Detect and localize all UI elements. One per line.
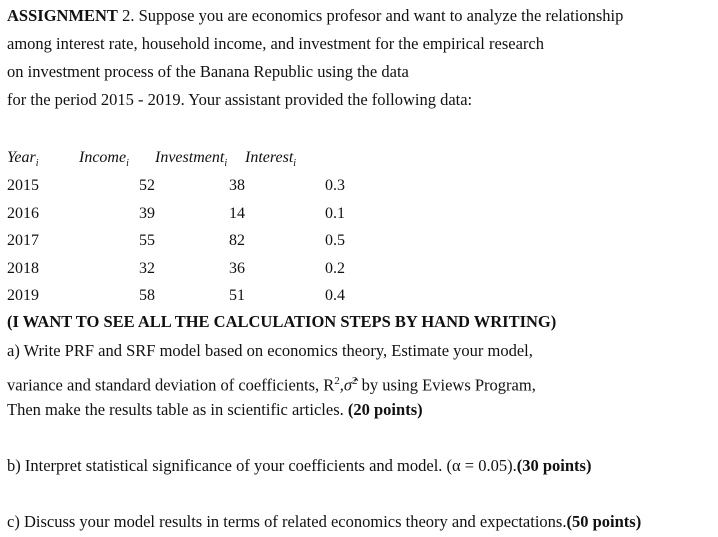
table-row xyxy=(7,255,345,283)
cell-year: 2016 xyxy=(7,204,39,222)
header-interest: Interest$_i$ xyxy=(245,148,297,169)
table-header-row xyxy=(7,145,345,173)
question-a-line-1: a) Write PRF and SRF model based on economics theory, Estimate your model, xyxy=(7,341,533,360)
cell-interest: 0.3 xyxy=(325,177,345,195)
cell-year: 2017 xyxy=(7,232,39,250)
intro-line-4: for the period 2015 - 2019. Your assistant provided the following data: xyxy=(7,90,473,109)
question-c: c) Discuss your model results in terms of related economics theory and expectations.(50 points) xyxy=(7,512,642,531)
cell-interest: 0.2 xyxy=(325,259,345,277)
question-c-points: (50 points) xyxy=(566,512,642,531)
cell-interest: 0.1 xyxy=(325,204,345,222)
cell-investment: 14 xyxy=(229,204,245,222)
cell-investment: 51 xyxy=(229,287,245,305)
data-table xyxy=(7,145,345,310)
handwriting-instruction: (I WANT TO SEE ALL THE CALCULATION STEPS BY HAND WRITING) xyxy=(7,312,557,331)
cell-income: 32 xyxy=(139,259,155,277)
header-investment: Investment$_i$ xyxy=(155,148,228,169)
table-row xyxy=(7,200,345,228)
assignment-label: ASSIGNMENT xyxy=(7,6,118,25)
cell-year: 2015 xyxy=(7,177,39,195)
cell-year: 2018 xyxy=(7,259,39,277)
intro-line-1-text: 2. Suppose you are economics profesor and want to analyze the relationship xyxy=(122,6,624,25)
cell-year: 2019 xyxy=(7,287,39,305)
question-a-line-3: Then make the results table as in scientific articles. (20 points) xyxy=(7,400,423,419)
cell-income: 39 xyxy=(139,204,155,222)
table-row xyxy=(7,228,345,256)
question-a-line-2: variance and standard deviation of coefficients, $R^2,\sigmâ^2$ by using Eviews Program, xyxy=(7,375,536,395)
intro-line-3: on investment process of the Banana Republic using the data xyxy=(7,62,409,81)
question-b: b) Interpret statistical significance of your coefficients and model. (α = 0.05).(30 points) xyxy=(7,456,592,475)
intro-line-2: among interest rate, household income, and investment for the empirical research xyxy=(7,34,544,53)
intro-line-1 xyxy=(7,6,623,26)
table-row xyxy=(7,173,345,201)
header-income: Income$_i$ xyxy=(79,148,129,169)
cell-investment: 36 xyxy=(229,259,245,277)
table-row xyxy=(7,283,345,311)
cell-interest: 0.5 xyxy=(325,232,345,250)
cell-income: 52 xyxy=(139,177,155,195)
header-year: Year$_i$ xyxy=(7,148,39,169)
question-a-points: (20 points) xyxy=(347,400,423,419)
cell-income: 58 xyxy=(139,287,155,305)
question-b-points: (30 points) xyxy=(516,456,592,475)
cell-income: 55 xyxy=(139,232,155,250)
cell-investment: 82 xyxy=(229,232,245,250)
cell-interest: 0.4 xyxy=(325,287,345,305)
cell-investment: 38 xyxy=(229,177,245,195)
